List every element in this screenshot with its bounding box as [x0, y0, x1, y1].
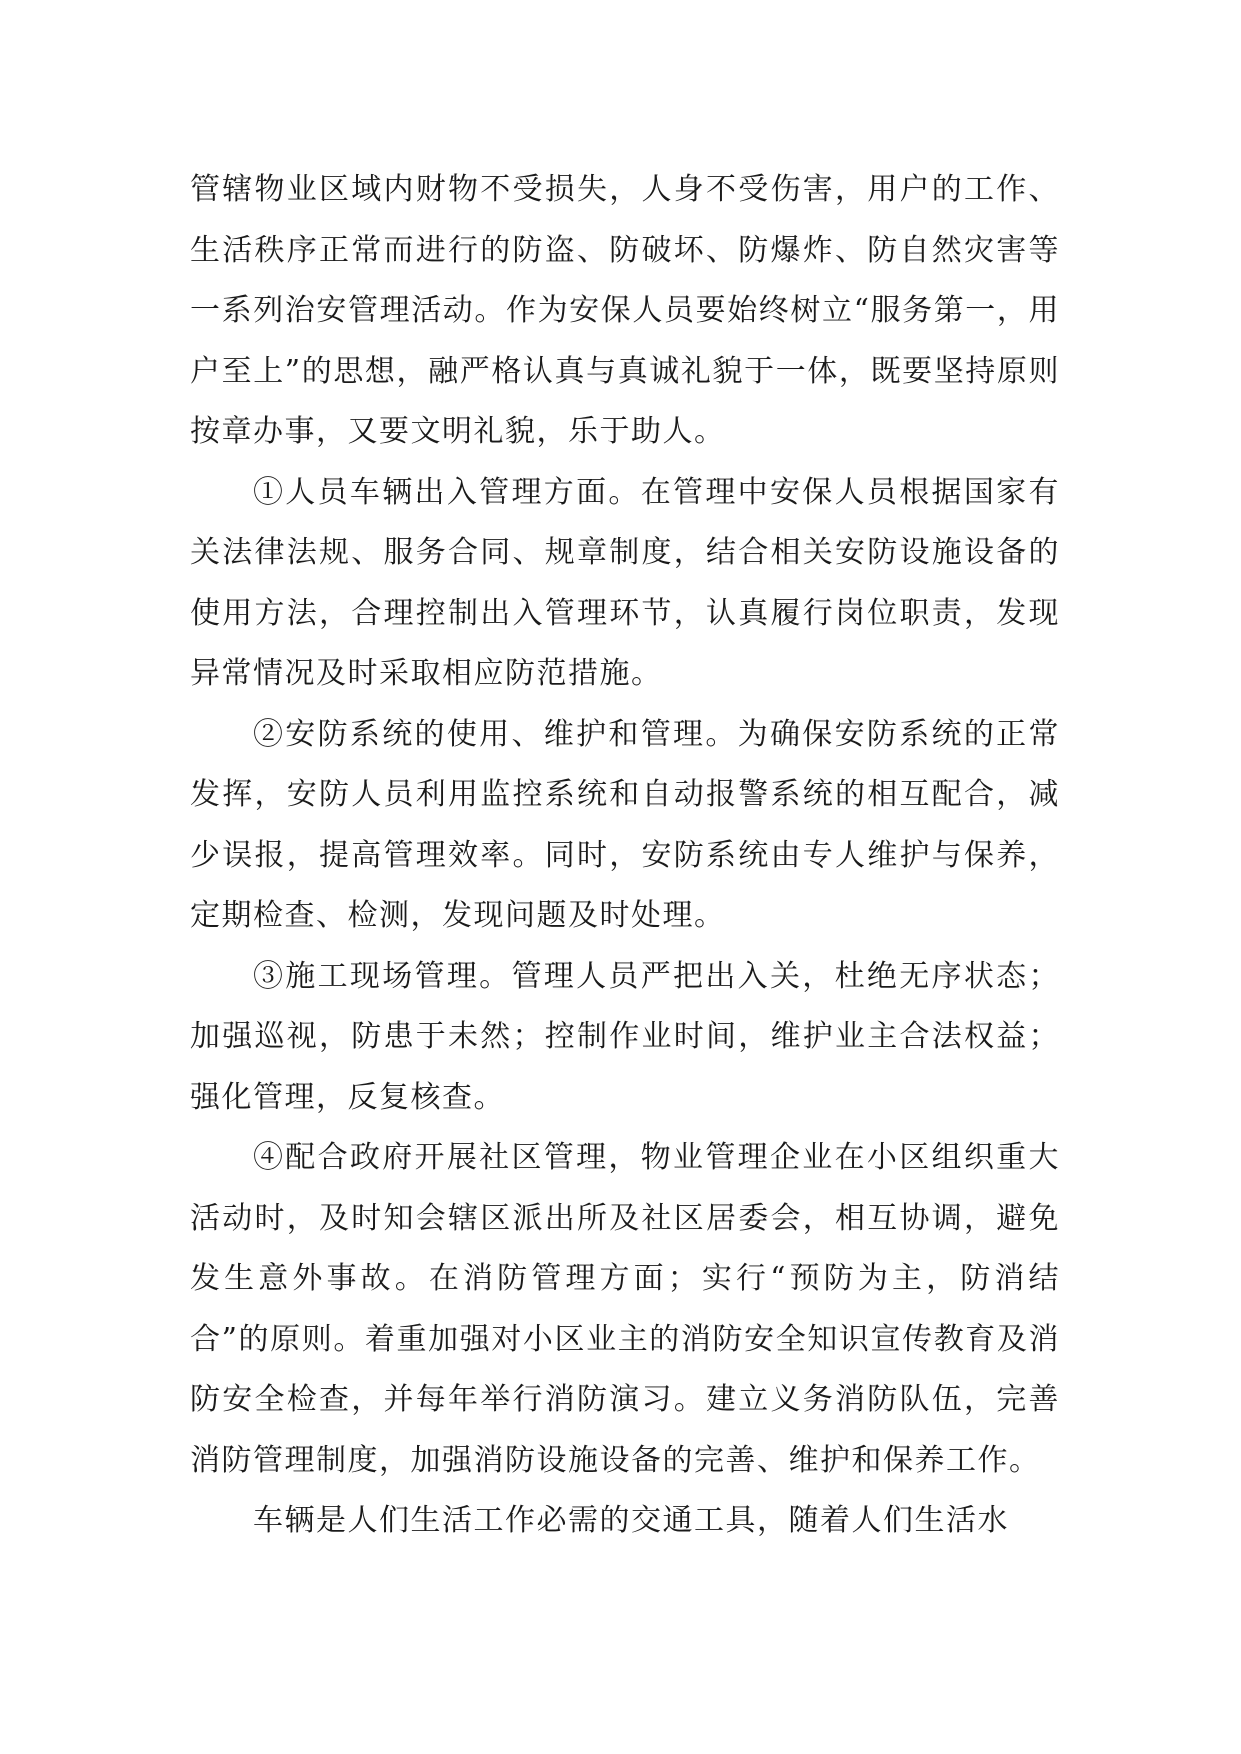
paragraph-community-fire: ④配合政府开展社区管理，物业管理企业在小区组织重大活动时，及时知会辖区派出所及社区居委会，相互协调，避免发生意外事故。在消防管理方面；实行“预防为主，防消结合”的原则。着重加强对小区业主的消防安全知识宣传教育及消防安全检查，并每年举行消防演习。建立义务消防队伍，完善消防管理制度，加强消防设施设备的完善、维护和保养工作。 [190, 1140, 1060, 1478]
paragraph-security-system: ②安防系统的使用、维护和管理。为确保安防系统的正常发挥，安防人员利用监控系统和自动报警系统的相互配合，减少误报，提高管理效率。同时，安防系统由专人维护与保养，定期检查、检测，发现问题及时处理。 [190, 716, 1060, 933]
document-body [190, 160, 1060, 1552]
paragraph-access-management: ①人员车辆出入管理方面。在管理中安保人员根据国家有关法律法规、服务合同、规章制度，结合相关安防设施设备的使用方法，合理控制出入管理环节，认真履行岗位职责，发现异常情况及时采取相应防范措施。 [190, 474, 1060, 691]
paragraph-construction-site: ③施工现场管理。管理人员严把出入关，杜绝无序状态；加强巡视，防患于未然；控制作业时间，维护业主合法权益；强化管理，反复核查。 [190, 958, 1060, 1115]
paragraph-continued: 管辖物业区域内财物不受损失，人身不受伤害，用户的工作、生活秩序正常而进行的防盗、防破坏、防爆炸、防自然灾害等一系列治安管理活动。作为安保人员要始终树立“服务第一，用户至上”的思想，融严格认真与真诚礼貌于一体，既要坚持原则按章办事，又要文明礼貌，乐于助人。 [190, 172, 1060, 449]
paragraph-vehicles: 车辆是人们生活工作必需的交通工具，随着人们生活水 [253, 1503, 1009, 1538]
